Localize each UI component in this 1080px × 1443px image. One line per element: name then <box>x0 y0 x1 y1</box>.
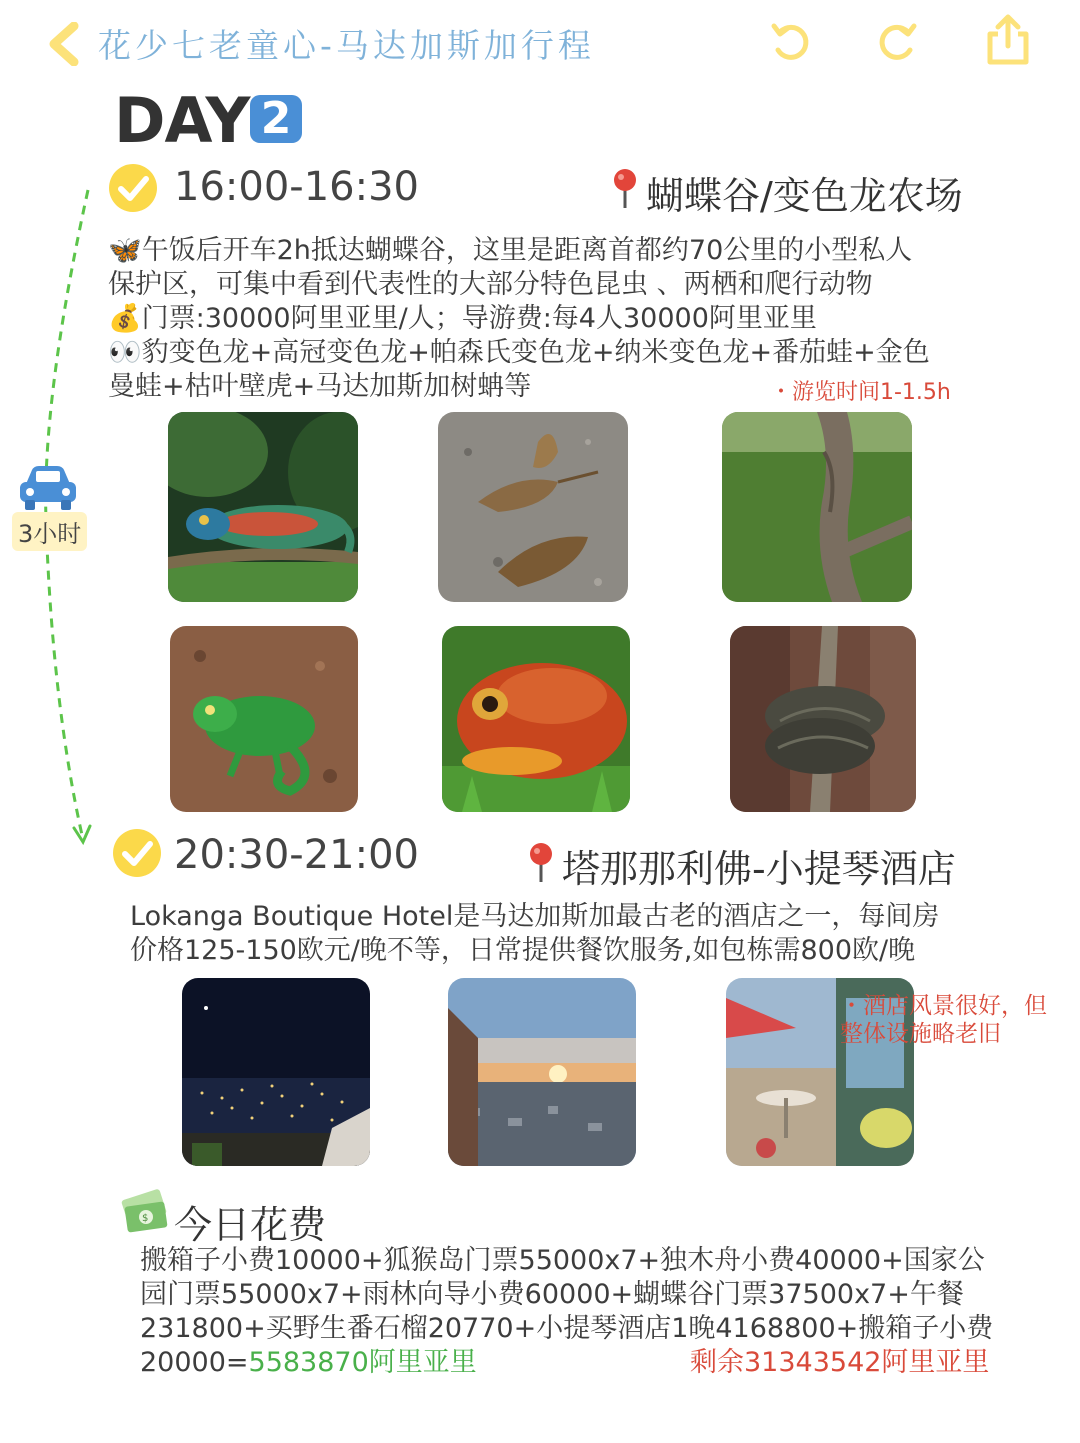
stop2-description <box>130 900 939 968</box>
stop1-desc-line: 🦋午饭后开车2h抵达蝴蝶谷，这里是距离首都约70公里的小型私人 <box>108 235 913 266</box>
location-pin-icon <box>610 168 640 210</box>
cost-line: 园门票55000x7+雨林向导小费60000+蝴蝶谷门票37500x7+午餐 <box>140 1279 964 1310</box>
stop2-desc-line: Lokanga Boutique Hotel是马达加斯加最古老的酒店之一，每间房 <box>130 901 940 932</box>
stop1-desc-line: 👀豹变色龙+高冠变色龙+帕森氏变色龙+纳米变色龙+番茄蛙+金色 <box>108 337 930 368</box>
cost-last-prefix: 20000= <box>140 1347 249 1378</box>
remaining-balance: 剩余31343542阿里亚里 <box>690 1347 990 1378</box>
stop1-desc-line: 💰门票:30000阿里亚里/人；导游费:每4人30000阿里亚里 <box>108 303 817 334</box>
photo-tomato-frog[interactable] <box>442 626 630 812</box>
money-icon <box>118 1188 172 1238</box>
share-icon[interactable] <box>982 12 1034 66</box>
photo-panther-chameleon[interactable] <box>168 412 358 602</box>
page-title: 花少七老童心-马达加斯加行程 <box>98 26 595 65</box>
drive-duration-badge: 3小时 <box>12 512 87 551</box>
stop2-place: 塔那那利佛-小提琴酒店 <box>562 847 956 891</box>
location-pin-icon <box>526 842 556 884</box>
photo-night-city-view[interactable] <box>182 978 370 1166</box>
cost-line: 231800+买野生番石榴20770+小提琴酒店1晚4168800+搬箱子小费 <box>140 1313 994 1344</box>
stop1-place: 蝴蝶谷/变色龙农场 <box>646 174 963 218</box>
stop2-note-line: ・酒店风景很好，但 <box>840 993 1047 1019</box>
photo-leaf-gecko-tree[interactable] <box>722 412 912 602</box>
stop2-time: 20:30-21:00 <box>174 832 419 878</box>
car-icon <box>16 462 80 512</box>
undo-icon[interactable] <box>766 18 814 66</box>
cost-total: 5583870阿里亚里 <box>248 1347 477 1378</box>
chevron-left-icon[interactable] <box>44 22 88 66</box>
stop2-note-line: 整体设施略老旧 <box>840 1021 1001 1047</box>
stop2-note <box>840 992 1047 1048</box>
photo-green-chameleon[interactable] <box>170 626 358 812</box>
check-circle-icon <box>108 163 158 213</box>
check-circle-icon <box>112 828 162 878</box>
redo-icon[interactable] <box>874 18 922 66</box>
stop1-desc-line: 曼蛙+枯叶壁虎+马达加斯加树蚺等 <box>108 371 532 402</box>
svg-text:$: $ <box>142 1213 149 1224</box>
stop1-time: 16:00-16:30 <box>174 164 419 210</box>
day-label: DAY <box>114 84 250 157</box>
photo-tree-boa[interactable] <box>730 626 916 812</box>
stop2-desc-line: 价格125-150欧元/晚不等，日常提供餐饮服务,如包栋需800欧/晚 <box>130 935 916 966</box>
photo-sunset-view[interactable] <box>448 978 636 1166</box>
cost-line: 搬箱子小费10000+狐猴岛门票55000x7+独木舟小费40000+国家公 <box>140 1245 985 1276</box>
stop1-note: ・游览时间1-1.5h <box>770 380 951 405</box>
day-number-badge: 2 <box>250 95 302 143</box>
stop1-desc-line: 保护区，可集中看到代表性的大部分特色昆虫 、两栖和爬行动物 <box>108 269 873 300</box>
photo-leaf-chameleon[interactable] <box>438 412 628 602</box>
cost-title: 今日花费 <box>174 1203 327 1247</box>
